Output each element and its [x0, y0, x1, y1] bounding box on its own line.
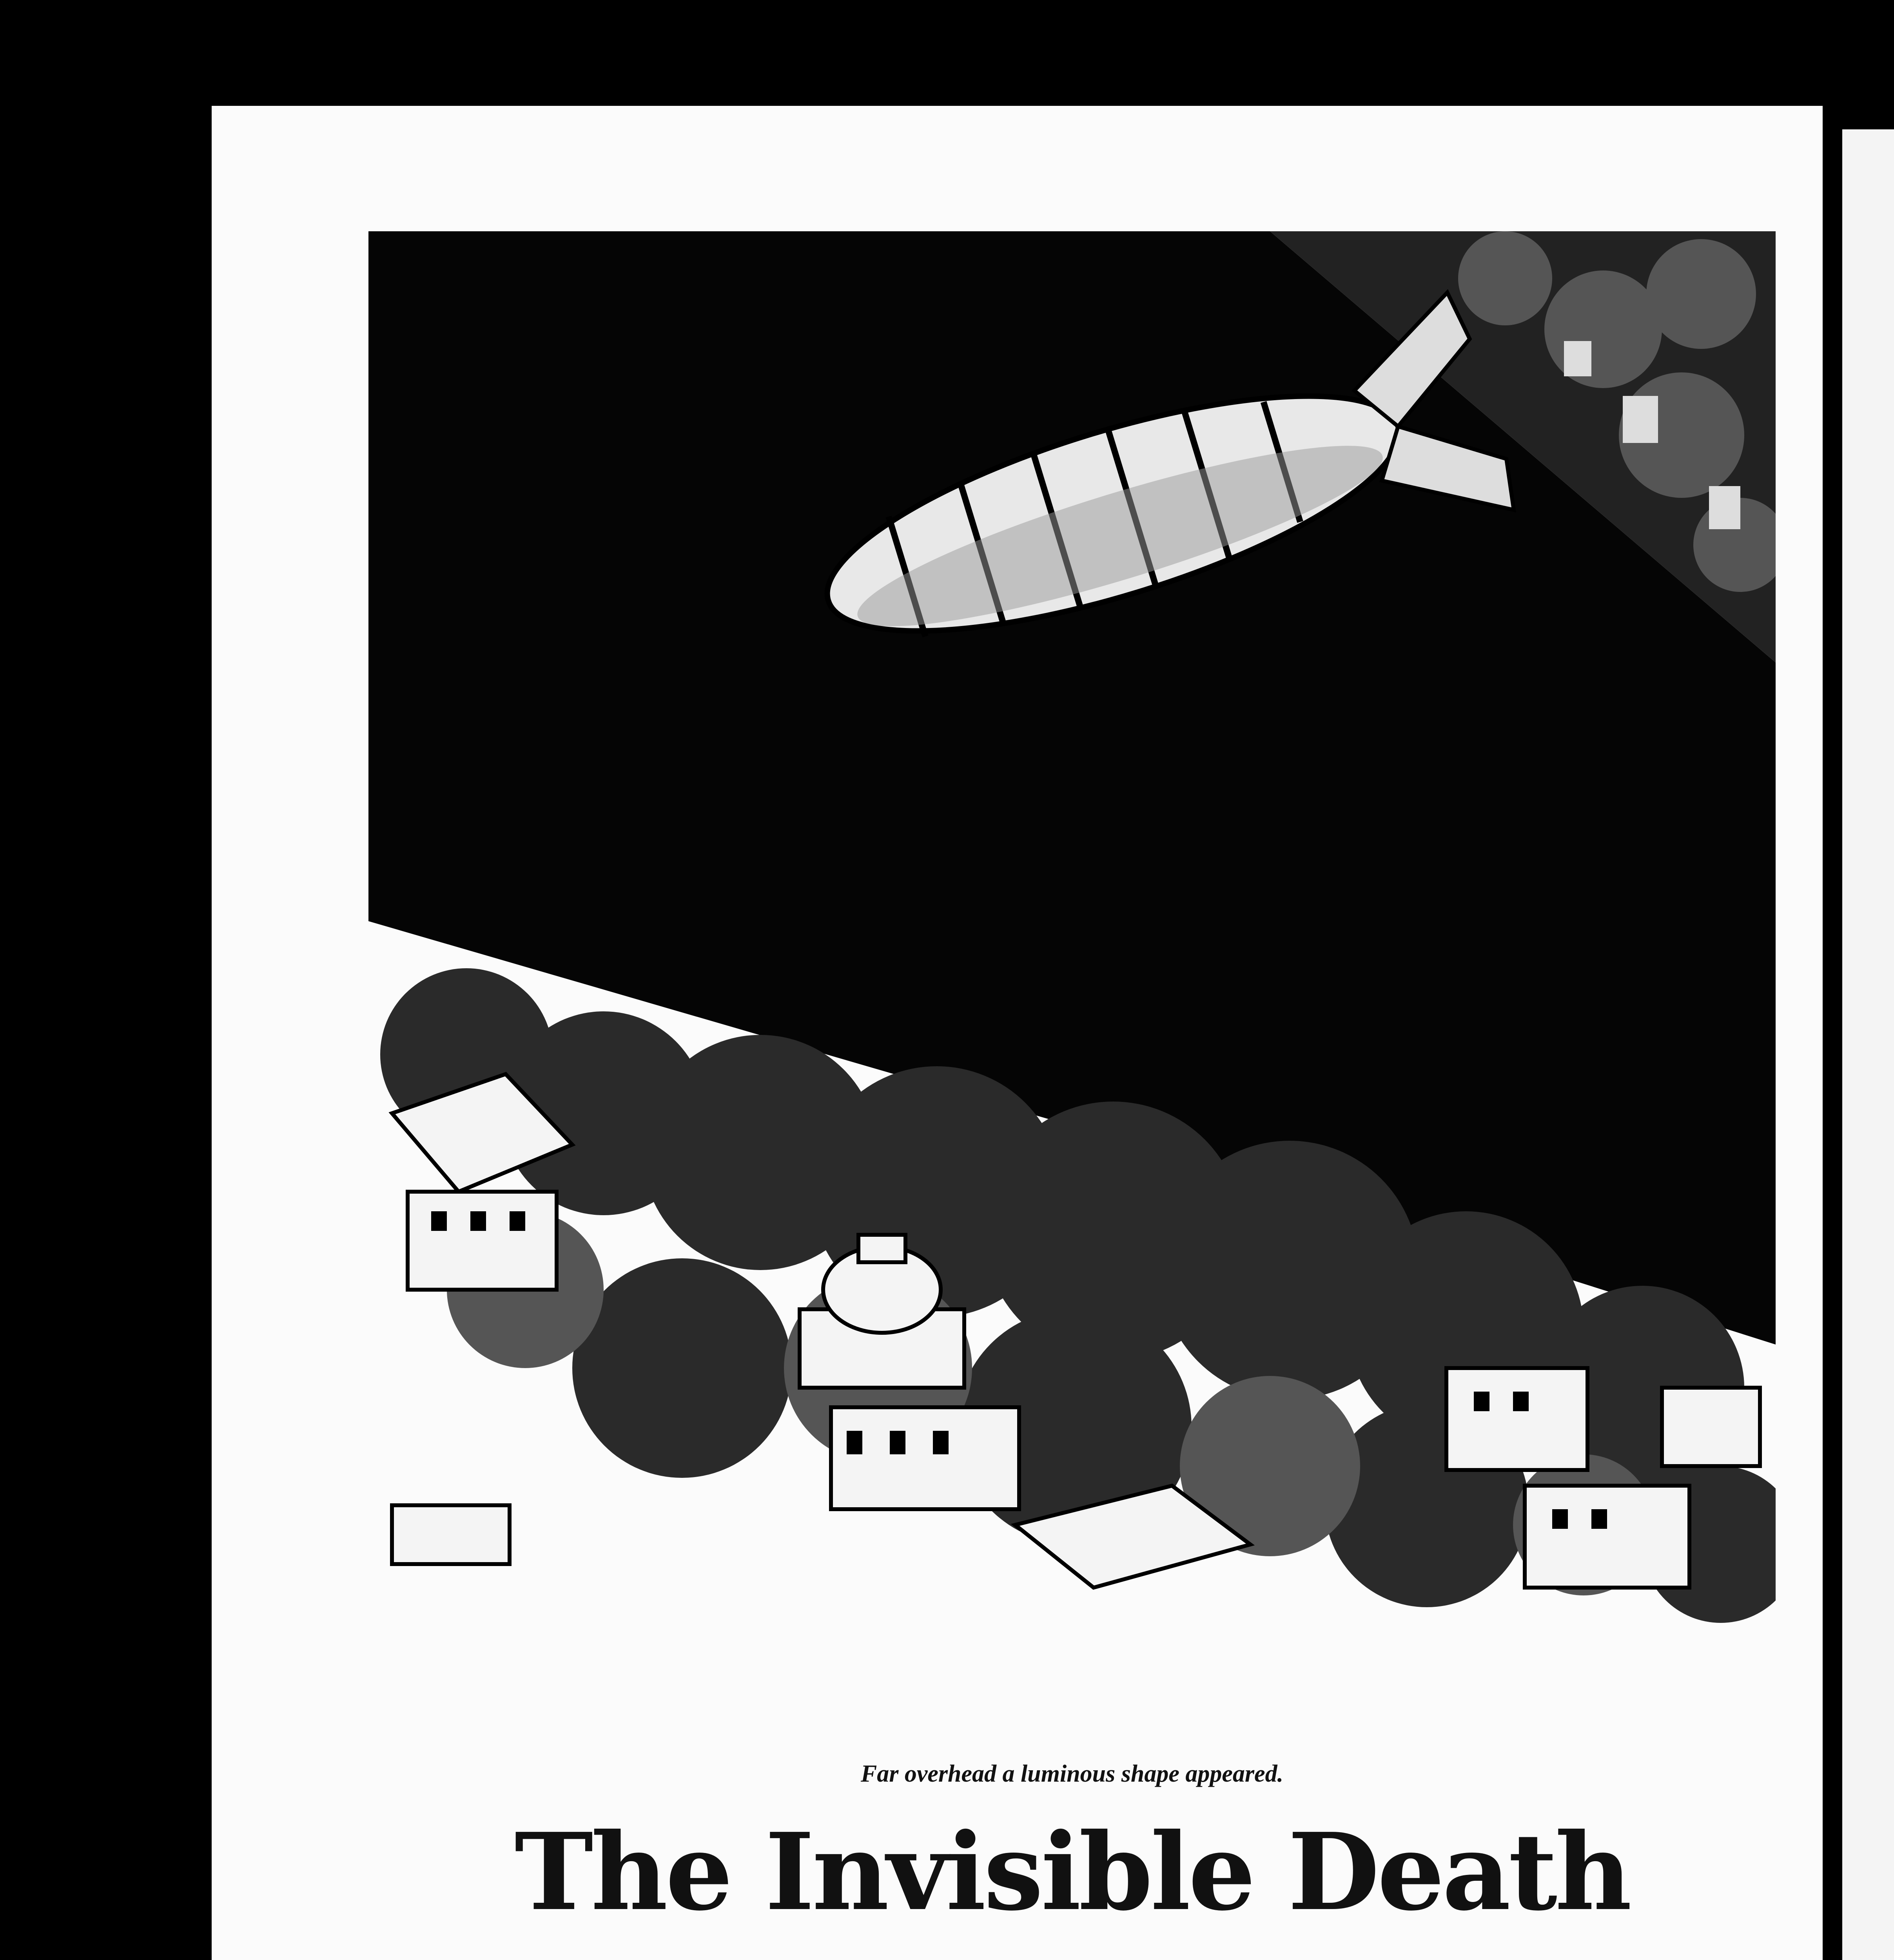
story-title: The Invisible Death — [514, 1809, 1630, 1934]
adjacent-page-edge — [1842, 129, 1894, 1960]
airship-over-city-illustration — [368, 231, 1776, 1642]
magazine-page — [212, 106, 1823, 1960]
illustration-caption: Far overhead a luminous shape appeared. — [860, 1760, 1284, 1787]
